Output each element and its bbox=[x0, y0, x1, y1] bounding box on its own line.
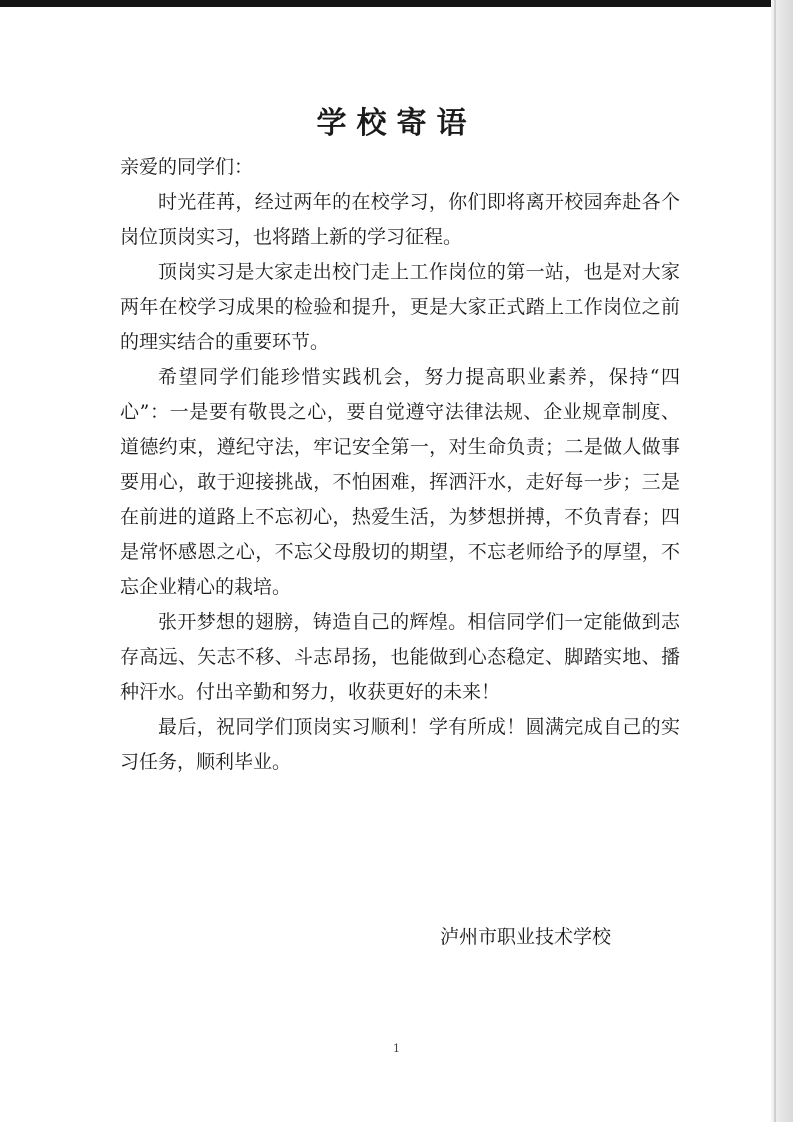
page-number: 1 bbox=[393, 1042, 400, 1055]
document-title: 学校寄语 bbox=[316, 106, 477, 141]
document-body bbox=[120, 150, 680, 780]
paragraph-4: 张开梦想的翅膀，铸造自己的辉煌。相信同学们一定能做到志存高远、矢志不移、斗志昂扬，也能做到心态稳定、脚踏实地、播种汗水。付出辛勤和努力，收获更好的未来！ bbox=[120, 611, 680, 703]
paragraph-5: 最后，祝同学们顶岗实习顺利！学有所成！圆满完成自己的实习任务，顺利毕业。 bbox=[120, 716, 680, 773]
paragraph-3: 希望同学们能珍惜实践机会，努力提高职业素养，保持“四心”：一是要有敬畏之心，要自觉遵守法律法规、企业规章制度、道德约束，遵纪守法，牢记安全第一，对生命负责；二是做人做事要用心，敢于迎接挑战，不怕困难，挥洒汗水，走好每一步；三是在前进的道路上不忘初心，热爱生活，为梦想拼搏，不负青春；四是常怀感恩之心，不忘父母殷切的期望，不忘老师给予的厚望，不忘企业精心的栽培。 bbox=[120, 366, 680, 598]
scan-top-edge bbox=[0, 0, 793, 7]
paragraph-1: 时光荏苒，经过两年的在校学习，你们即将离开校园奔赴各个岗位顶岗实习，也将踏上新的学习征程。 bbox=[120, 191, 680, 248]
scan-right-line bbox=[774, 0, 776, 1122]
paragraph-2: 顶岗实习是大家走出校门走上工作岗位的第一站，也是对大家两年在校学习成果的检验和提升，更是大家正式踏上工作岗位之前的理实结合的重要环节。 bbox=[120, 261, 680, 353]
signature: 泸州市职业技术学校 bbox=[440, 926, 612, 948]
salutation: 亲爱的同学们： bbox=[120, 156, 254, 178]
